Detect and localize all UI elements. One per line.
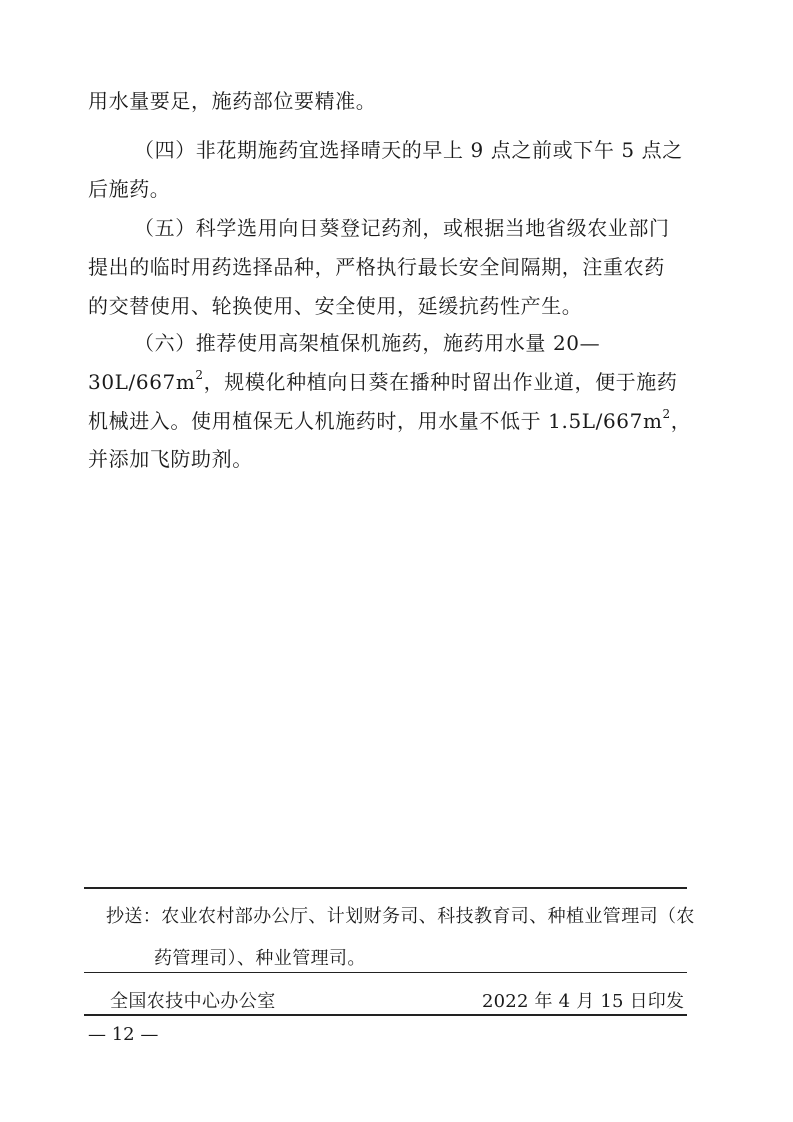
paragraph-line: 的交替使用、轮换使用、安全使用，延缓抗药性产生。: [88, 293, 583, 318]
page-number: — 12 —: [88, 1024, 159, 1045]
cc-distribution-list: [106, 896, 695, 980]
text-run: ，规模化种植向日葵在播种时留出作业道，便于施药: [203, 369, 678, 394]
cc-line: 药管理司）、种业管理司。: [154, 948, 366, 969]
paragraph-line: [88, 402, 693, 441]
issue-date: 2022 年 4 月 15 日印发: [482, 991, 685, 1012]
superscript: 2: [662, 406, 671, 421]
footer-middle-rule: [84, 972, 687, 973]
text-run: ，: [670, 408, 692, 433]
footer-top-rule: [84, 887, 687, 889]
issuing-office: 全国农技中心办公室: [110, 991, 276, 1012]
paragraph-line: 提出的临时用药选择品种，严格执行最长安全间隔期，注重农药: [88, 254, 665, 279]
footer-bottom-rule: [84, 1014, 687, 1016]
paragraph-line: [88, 363, 693, 402]
paragraph-line: （四）非花期施药宜选择晴天的早上 9 点之前或下午 5 点之: [134, 138, 683, 162]
paragraph-line: （五）科学选用向日葵登记药剂，或根据当地省级农业部门: [134, 216, 670, 240]
superscript: 2: [195, 368, 204, 383]
cc-line: 抄送：农业农村部办公厅、计划财务司、科技教育司、种植业管理司（农: [106, 906, 695, 927]
text-run: 机械进入。使用植保无人机施药时，用水量不低于 1.5L/667m: [88, 408, 663, 433]
paragraph-line: 用水量要足，施药部位要精准。: [88, 89, 377, 113]
text-run: 30L/667m: [88, 369, 196, 394]
paragraph-line: 并添加飞防助剂。: [88, 447, 253, 472]
paragraph-line: （六）推荐使用高架植保机施药，施药用水量 20—: [134, 331, 601, 355]
paragraph-item-five: [88, 209, 693, 325]
paragraph-item-six: [88, 324, 693, 479]
paragraph-item-four: [88, 131, 693, 209]
paragraph-line: 后施药。: [88, 176, 171, 201]
paragraph-water-volume: [88, 82, 693, 121]
